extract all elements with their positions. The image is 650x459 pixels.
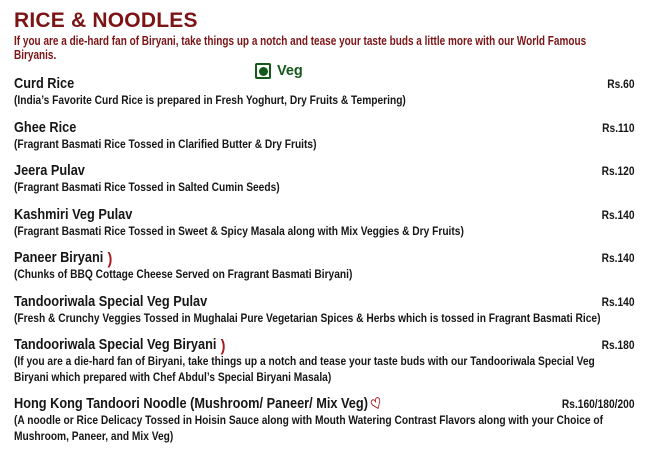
item-description: (Chunks of BBQ Cottage Cheese Served on Fragrant Basmati Biryani): [14, 267, 353, 281]
item-description: (If you are a die-hard fan of Biryani, take things up a notch and tease your taste buds with our Tandooriwala Special Veg Biryani which prepared with Chef Abdul’s Special Biryani Masala): [14, 354, 595, 384]
menu-item-kashmiri-veg-pulav: [14, 206, 635, 240]
menu-item-hong-kong-tandoori-noodle: [14, 395, 635, 444]
item-price: Rs.140: [601, 251, 635, 265]
item-description: (India’s Favorite Curd Rice is prepared in Fresh Yoghurt, Dry Fruits & Tempering): [14, 93, 406, 107]
menu-items-list: [14, 75, 635, 444]
item-name: Paneer Biryani: [14, 249, 104, 266]
item-price: Rs.180: [601, 338, 635, 352]
item-name: Tandooriwala Special Veg Pulav: [14, 292, 208, 310]
item-name: Jeera Pulav: [14, 162, 85, 179]
menu-intro-wrap: [14, 35, 626, 62]
item-price: Rs.160/180/200: [561, 397, 635, 411]
item-price: Rs.140: [601, 207, 635, 222]
heart-icon: ♡: [368, 393, 386, 415]
item-description: (Fragrant Basmati Rice Tossed in Salted Cumin Seeds): [14, 180, 280, 194]
menu-intro-text: If you are a die-hard fan of Biryani, take things up a notch and tease your taste buds a little more with our World Famous Biryanis.: [14, 34, 587, 62]
page-title: RICE & NOODLES: [14, 9, 198, 32]
item-name: Kashmiri Veg Pulav: [14, 205, 133, 223]
item-description: (Fragrant Basmati Rice Tossed in Clarified Butter & Dry Fruits): [14, 136, 317, 151]
item-name: Curd Rice: [14, 75, 75, 92]
item-description: (Fresh & Crunchy Veggies Tossed in Mughalai Pure Vegetarian Spices & Herbs which is tossed in Fragrant Basmati Rice): [14, 310, 601, 325]
menu-item-curd-rice: [14, 75, 635, 109]
menu-item-tandooriwala-special-veg-pulav: [14, 293, 635, 327]
item-name: Hong Kong Tandoori Noodle (Mushroom/ Paneer/ Mix Veg): [14, 395, 368, 412]
item-price: Rs.120: [601, 164, 635, 178]
chili-icon: ): [220, 335, 226, 355]
item-description: (Fragrant Basmati Rice Tossed in Sweet & Spicy Masala along with Mix Veggies & Dry Fruits): [14, 223, 464, 238]
menu-item-jeera-pulav: [14, 162, 635, 196]
veg-legend-label: Veg: [277, 63, 303, 79]
item-price: Rs.140: [601, 294, 635, 309]
menu-item-tandooriwala-special-veg-biryani: [14, 336, 635, 385]
item-price: Rs.60: [607, 77, 635, 91]
item-description: (A noodle or Rice Delicacy Tossed in Hoisin Sauce along with Mouth Watering Contrast Flavors along with your Choice of Mushroom, Paneer, and Mix Veg): [14, 413, 604, 443]
item-price: Rs.110: [602, 120, 635, 135]
menu-item-paneer-biryani: [14, 249, 635, 283]
menu-item-ghee-rice: [14, 119, 635, 153]
chili-icon: ): [107, 248, 113, 268]
item-name: Ghee Rice: [14, 118, 77, 136]
item-name: Tandooriwala Special Veg Biryani: [14, 336, 217, 353]
